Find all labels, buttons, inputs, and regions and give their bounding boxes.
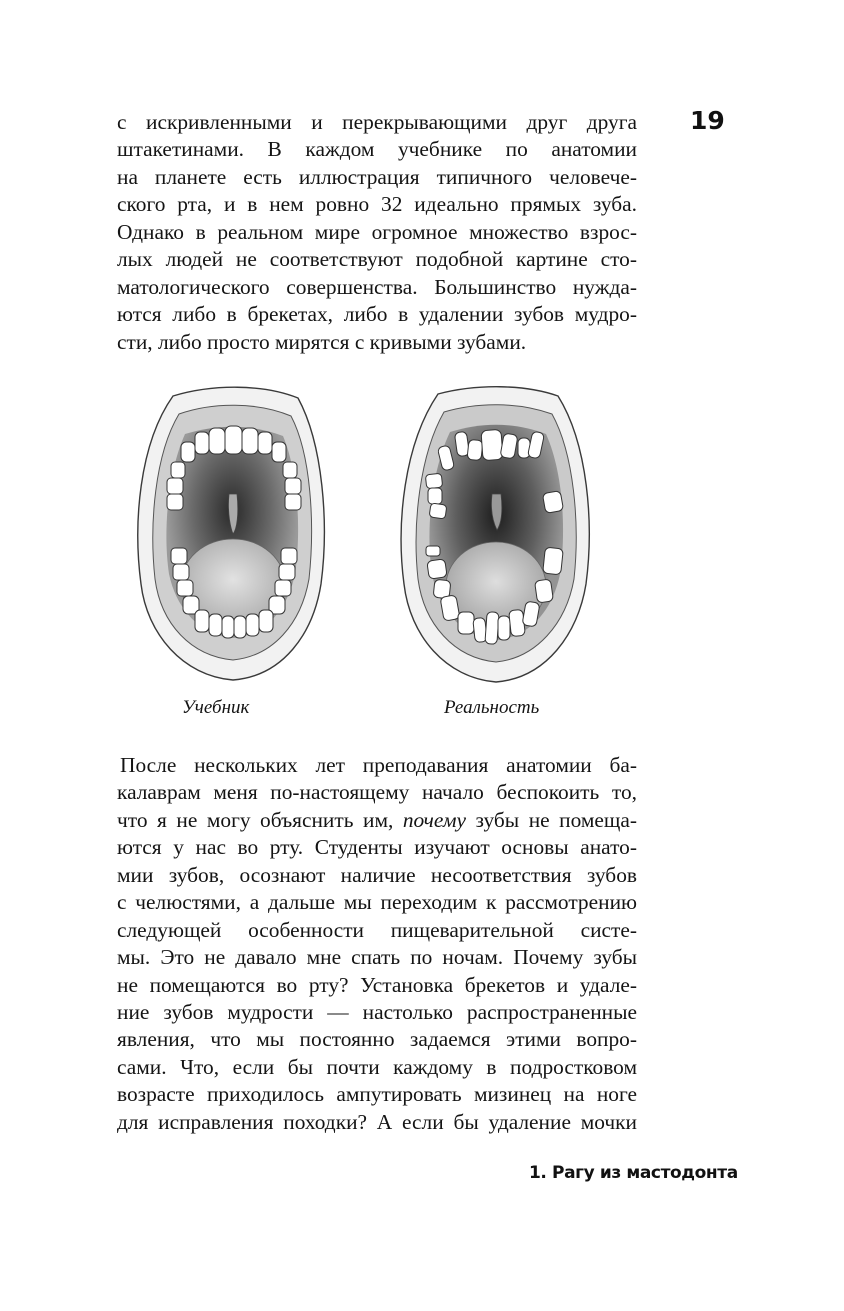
text-line: матологического совершенства. Большинство нужда- bbox=[117, 274, 637, 299]
text-line: с искривленными и перекрывающими друг друга bbox=[117, 110, 637, 134]
text-span: После нескольких лет преподавания анатомии ба- bbox=[120, 753, 637, 777]
text-line: возрасте приходилось ампутировать мизинец на ноге bbox=[117, 1082, 637, 1107]
text-line: на планете есть иллюстрация типичного человече- bbox=[117, 164, 637, 189]
text-line: Однако в реальном мире огромное множество взрос- bbox=[117, 219, 637, 244]
figure-caption-reality: Реальность bbox=[444, 697, 540, 718]
text-line: следующей особенности пищеварительной систе- bbox=[117, 917, 637, 942]
text-line: не помещаются во рту? Установка брекетов и удале- bbox=[117, 972, 637, 997]
emphasized-word: почему bbox=[402, 807, 466, 832]
text-line: лых людей не соответствуют подобной картине сто- bbox=[117, 247, 637, 272]
text-line: ются либо в брекетах, либо в удалении зубов мудро- bbox=[117, 302, 637, 327]
text-line: явления, что мы постоянно задаемся этими вопро- bbox=[117, 1027, 637, 1052]
text-line: мы. Это не давало мне спать по ночам. Почему зубы bbox=[117, 945, 637, 970]
text-line: сти, либо просто мирятся с кривыми зубами. bbox=[117, 329, 527, 354]
running-footer: 1. Рагу из мастодонта bbox=[529, 1163, 738, 1183]
figure-reality-mouth bbox=[396, 384, 596, 684]
text-line: сами. Что, если бы почти каждому в подростковом bbox=[117, 1054, 637, 1079]
paragraph-intro bbox=[117, 109, 637, 356]
text-line: ются у нас во рту. Студенты изучают основы анато- bbox=[117, 835, 637, 860]
text-span: зубы не помеща- bbox=[466, 807, 637, 832]
text-line: мии зубов, осознают наличие несоответствия зубов bbox=[117, 862, 637, 887]
figure-textbook-mouth bbox=[133, 384, 333, 684]
text-line: с челюстями, а дальше мы переходим к рассмотрению bbox=[117, 890, 637, 915]
text-line bbox=[117, 807, 637, 834]
text-line: штакетинами. В каждом учебнике по анатомии bbox=[117, 137, 637, 162]
text-line: калаврам меня по-настоящему начало беспокоить то, bbox=[117, 780, 637, 805]
text-line: ние зубов мудрости — настолько распространенные bbox=[117, 999, 637, 1024]
paragraph-main bbox=[117, 752, 637, 1136]
text-line: для исправления походки? А если бы удаление мочки bbox=[117, 1109, 637, 1134]
figure-caption-textbook: Учебник bbox=[182, 697, 250, 718]
text-span: что я не могу объяснить им, bbox=[117, 807, 403, 832]
page-number: 19 bbox=[690, 106, 725, 135]
text-line bbox=[117, 752, 637, 779]
text-line: ского рта, и в нем ровно 32 идеально прямых зуба. bbox=[117, 192, 637, 217]
